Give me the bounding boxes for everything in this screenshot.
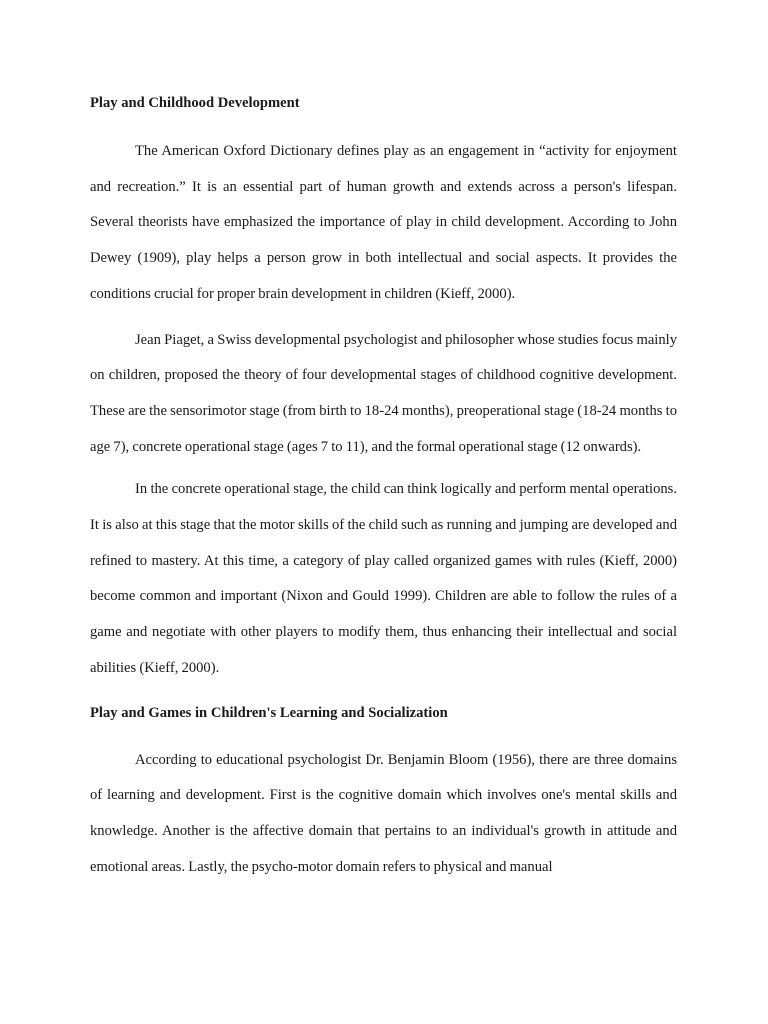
section-heading-play-and-childhood-development: Play and Childhood Development <box>90 95 300 111</box>
paragraph-piaget-stages: Jean Piaget, a Swiss developmental psychologist and philosopher whose studies focus mainly on children, proposed the theory of four developmental stages of childhood cognitive development. These are the sensorimotor stage (from birth to 18-24 months), preoperational stage (18-24 months to age 7), concrete operational stage (ages 7 to 11), and the formal operational stage (12 onwards). <box>90 331 677 455</box>
paragraph-concrete-operational-stage: In the concrete operational stage, the child can think logically and perform mental operations. It is also at this stage that the motor skills of the child such as running and jumping are developed and refined to mastery. At this time, a category of play called organized games with rules (Kieff, 2000) become common and important (Nixon and Gould 1999). Children are able to follow the rules of a game and negotiate with other players to modify them, thus enhancing their intellectual and social abilities (Kieff, 2000). <box>90 481 677 676</box>
paragraph-play-definition: The American Oxford Dictionary defines play as an engagement in “activity for enjoyment and recreation.” It is an essential part of human growth and extends across a person's lifespan. Several theorists have emphasized the importance of play in child development. According to John Dewey (1909), play helps a person grow in both intellectual and social aspects. It provides the conditions crucial for proper brain development in children (Kieff, 2000). <box>90 143 677 302</box>
document-body <box>90 93 677 885</box>
paragraph-bloom-domains: According to educational psychologist Dr. Benjamin Bloom (1956), there are three domains of learning and development. First is the cognitive domain which involves one's mental skills and knowledge. Another is the affective domain that pertains to an individual's growth in attitude and emotional areas. Lastly, the psycho-motor domain refers to physical and manual <box>90 751 677 875</box>
section-heading-play-and-games: Play and Games in Children's Learning and Socialization <box>90 704 448 721</box>
